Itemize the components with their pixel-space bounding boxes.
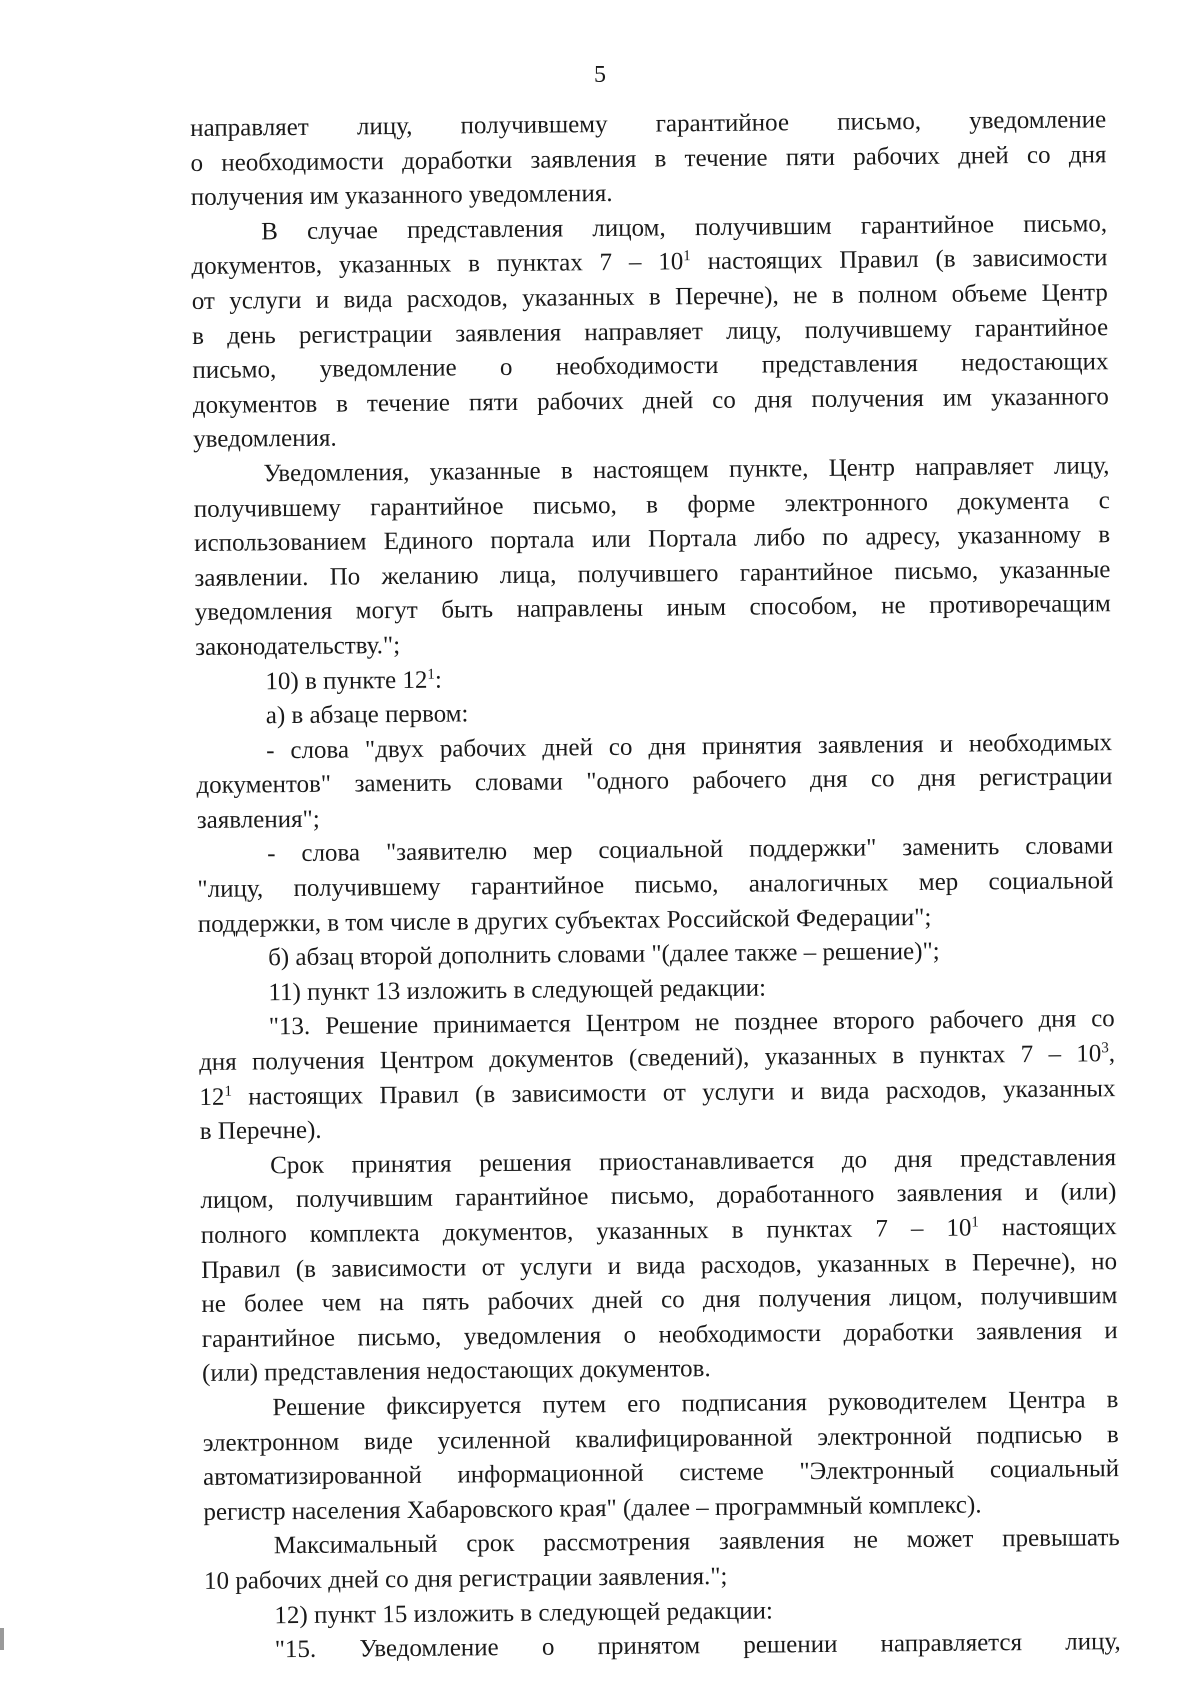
text-line: электронном виде усиленной квалифицированной электронной подписью в: [202, 1420, 1119, 1457]
text-line: $12^1$ настоящих Правил (в зависимости от услуги и вида расходов, указанных: [199, 1074, 1116, 1111]
text-line: В случае представления лицом, получившим гарантийное письмо,: [261, 209, 1108, 246]
text-line: 10) в пункте $12^1$:: [265, 666, 443, 695]
text-line: регистр населения Хабаровского края" (далее – программный комплекс).: [203, 1491, 982, 1526]
text-line: не более чем на пять рабочих дней со дня получения лицом, получившим: [201, 1282, 1118, 1319]
text-line: полного комплекта документов, указанных в пунктах $7 - 10^1$ настоящих: [200, 1213, 1117, 1249]
text-line: документов" заменить словами "одного рабочего дня со дня регистрации: [196, 763, 1113, 800]
text-line: в Перечне).: [199, 1117, 322, 1146]
text-line: "15. Уведомление о принятом решении направляется лицу,: [274, 1628, 1121, 1664]
text-line: лицом, получившим гарантийное письмо, доработанного заявления и (или): [200, 1178, 1117, 1215]
text-line: "13. Решение принимается Центром не позднее второго рабочего дня со: [268, 1005, 1115, 1041]
text-line: поддержки, в том числе в других субъектах Российской Федерации";: [197, 903, 932, 938]
text-line: (или) представления недостающих документов.: [201, 1355, 711, 1388]
text-line: заявления";: [196, 805, 320, 834]
text-line: - слова "двух рабочих дней со дня принятия заявления и необходимых: [266, 728, 1113, 764]
text-line: Решение фиксируется путем его подписания руководителем Центра в: [272, 1386, 1119, 1422]
text-line: документов в течение пяти рабочих дней со дня получения им указанного: [192, 382, 1109, 419]
text-line: заявлении. По желанию лица, получившего гарантийное письмо, указанные: [194, 555, 1111, 592]
text-line: Срок принятия решения приостанавливается до дня представления: [269, 1143, 1117, 1180]
text-line: направляет лицу, получившему гарантийное письмо, уведомление: [190, 106, 1107, 142]
text-line: Уведомления, указанные в настоящем пункте, Центр направляет лицу,: [263, 452, 1110, 488]
text-line: Максимальный срок рассмотрения заявления не может превышать: [273, 1524, 1120, 1560]
text-line: в день регистрации заявления направляет лицу, получившему гарантийное: [192, 313, 1109, 350]
text-line: 12) пункт 15 изложить в следующей редакции:: [274, 1597, 774, 1629]
text-line: - слова "заявителю мер социальной поддержки" заменить словами: [266, 832, 1114, 868]
text-line: о необходимости доработки заявления в течение пяти рабочих дней со дня: [190, 140, 1107, 177]
text-line: письмо, уведомление о необходимости представления недостающих: [192, 348, 1109, 385]
document-body: [190, 103, 1121, 1668]
text-line: 11) пункт 13 изложить в следующей редакции:: [268, 974, 767, 1007]
text-line: 10 рабочих дней со дня регистрации заявления.";: [203, 1562, 728, 1595]
text-line: а) в абзаце первом:: [265, 700, 469, 730]
text-line: б) абзац второй дополнить словами "(далее также – решение)";: [267, 938, 940, 972]
text-line: гарантийное письмо, уведомления о необходимости доработки заявления и: [201, 1316, 1118, 1353]
text-line: документов, указанных в пунктах $7 - 10^1$ настоящих Правил (в зависимости: [191, 244, 1108, 281]
text-line: Правил (в зависимости от услуги и вида расходов, указанных в Перечне), но: [200, 1247, 1118, 1284]
text-line: уведомления.: [193, 424, 337, 454]
text-line: законодательству.";: [195, 631, 401, 661]
page-number: 5: [594, 62, 606, 88]
text-line: получения им указанного уведомления.: [190, 180, 613, 212]
text-line: "лицу, получившему гарантийное письмо, аналогичных мер социальной: [197, 867, 1114, 904]
text-line: от услуги и вида расходов, указанных в Перечне), не в полном объеме Центр: [191, 279, 1108, 315]
text-line: уведомления могут быть направлены иным способом, не противоречащим: [194, 590, 1111, 627]
text-line: использованием Единого портала или Портала либо по адресу, указанному в: [194, 521, 1111, 558]
text-line: дня получения Центром документов (сведений), указанных в пунктах $7 - 10^3$,: [198, 1040, 1116, 1076]
scan-margin-mark: [0, 1628, 4, 1650]
text-line: автоматизированной информационной системе "Электронный социальный: [202, 1455, 1120, 1492]
text-line: получившему гарантийное письмо, в форме электронного документа с: [193, 486, 1110, 523]
